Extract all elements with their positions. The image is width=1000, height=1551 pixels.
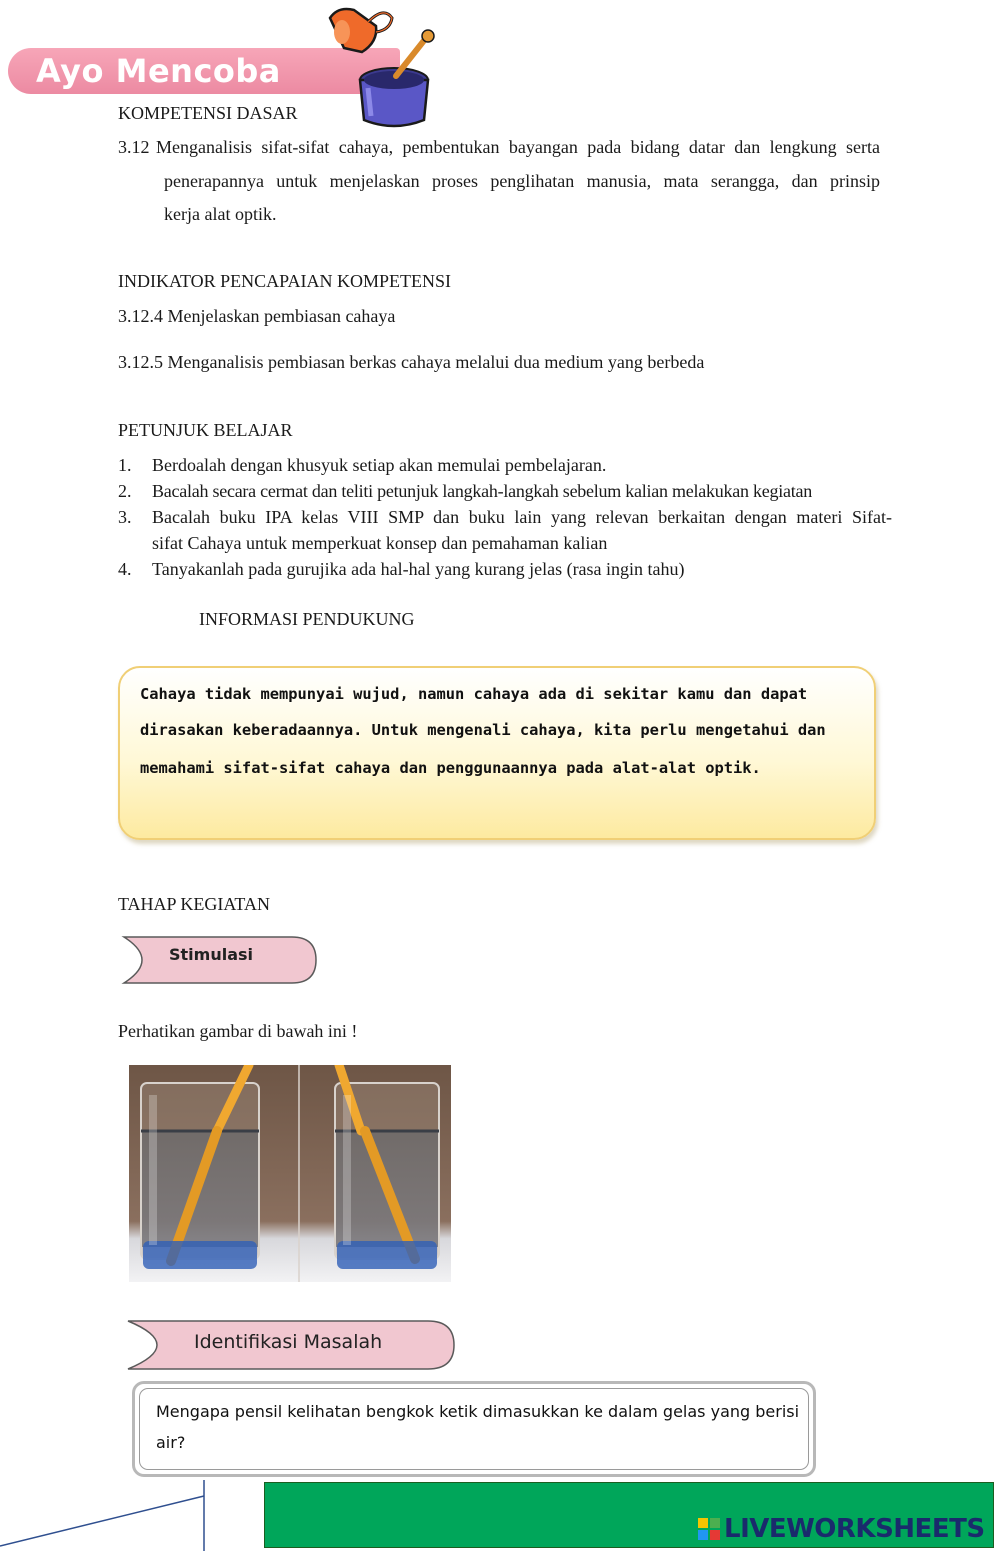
list-text: Berdoalah dengan khusyuk setiap akan memulai pembelajaran. [152,455,607,475]
liveworksheets-logo-icon [698,1518,720,1540]
liveworksheets-brand[interactable]: LIVEWORKSHEETS [724,1514,985,1544]
kd-number: 3.12 [118,137,150,157]
list-item [118,504,898,556]
left-glass [141,1065,259,1269]
stimulasi-label: Stimulasi [169,945,254,964]
list-text: Bacalah buku IPA kelas VIII SMP dan buku lain yang relevan berkaitan dengan materi Sifat- [152,507,892,527]
list-number: 3. [118,507,132,527]
instruction-text: Perhatikan gambar di bawah ini ! [118,1021,358,1041]
banner-title: Ayo Mencoba [36,52,281,90]
info-line-3: memahami sifat-sifat cahaya dan penggunaannya pada alat-alat optik. [140,759,761,777]
informasi-heading: INFORMASI PENDUKUNG [199,609,415,629]
kd-line-1: Menganalisis sifat-sifat cahaya, pembentukan bayangan pada bidang datar dan lengkung serta [156,137,880,157]
list-text: Tanyakanlah pada gurujika ada hal-hal yang kurang jelas (rasa ingin tahu) [152,559,685,579]
kd-line-3: kerja alat optik. [164,204,277,224]
indikator-item-2: 3.12.5 Menganalisis pembiasan berkas cahaya melalui dua medium yang berbeda [118,352,705,372]
identifikasi-label: Identifikasi Masalah [194,1331,383,1353]
question-box [132,1381,816,1477]
list-text: Bacalah secara cermat dan teliti petunjuk langkah-langkah sebelum kalian melakukan kegiatan [152,481,812,501]
indikator-heading: INDIKATOR PENCAPAIAN KOMPETENSI [118,271,452,291]
list-item [118,478,898,504]
question-line-2: air? [156,1433,186,1452]
right-glass [335,1065,439,1269]
petunjuk-heading: PETUNJUK BELAJAR [118,420,293,440]
info-line-2: dirasakan keberadaannya. Untuk mengenali cahaya, kita perlu mengetahui dan [140,721,826,739]
info-box [118,666,876,840]
corner-lines [0,1480,260,1551]
info-line-1: Cahaya tidak mempunyai wujud, namun cahaya ada di sekitar kamu dan dapat [140,685,808,703]
list-item [118,556,898,582]
list-item [118,452,898,478]
question-line-1: Mengapa pensil kelihatan bengkok ketik dimasukkan ke dalam gelas yang berisi [156,1402,800,1421]
list-number: 2. [118,481,132,501]
kd-line-2: penerapannya untuk menjelaskan proses penglihatan manusia, mata serangga, dan prinsip [164,171,880,191]
tahap-heading: TAHAP KEGIATAN [118,894,270,914]
question-box-inner [139,1388,809,1470]
kompetensi-dasar-heading: KOMPETENSI DASAR [118,103,298,123]
list-number: 4. [118,559,132,579]
petunjuk-list [118,452,898,582]
pot-illustration [318,4,448,130]
list-text-continued: sifat Cahaya untuk memperkuat konsep dan pemahaman kalian [152,533,608,553]
list-number: 1. [118,455,132,475]
indikator-item-1: 3.12.4 Menjelaskan pembiasan cahaya [118,306,396,326]
refraction-photo [129,1065,451,1282]
